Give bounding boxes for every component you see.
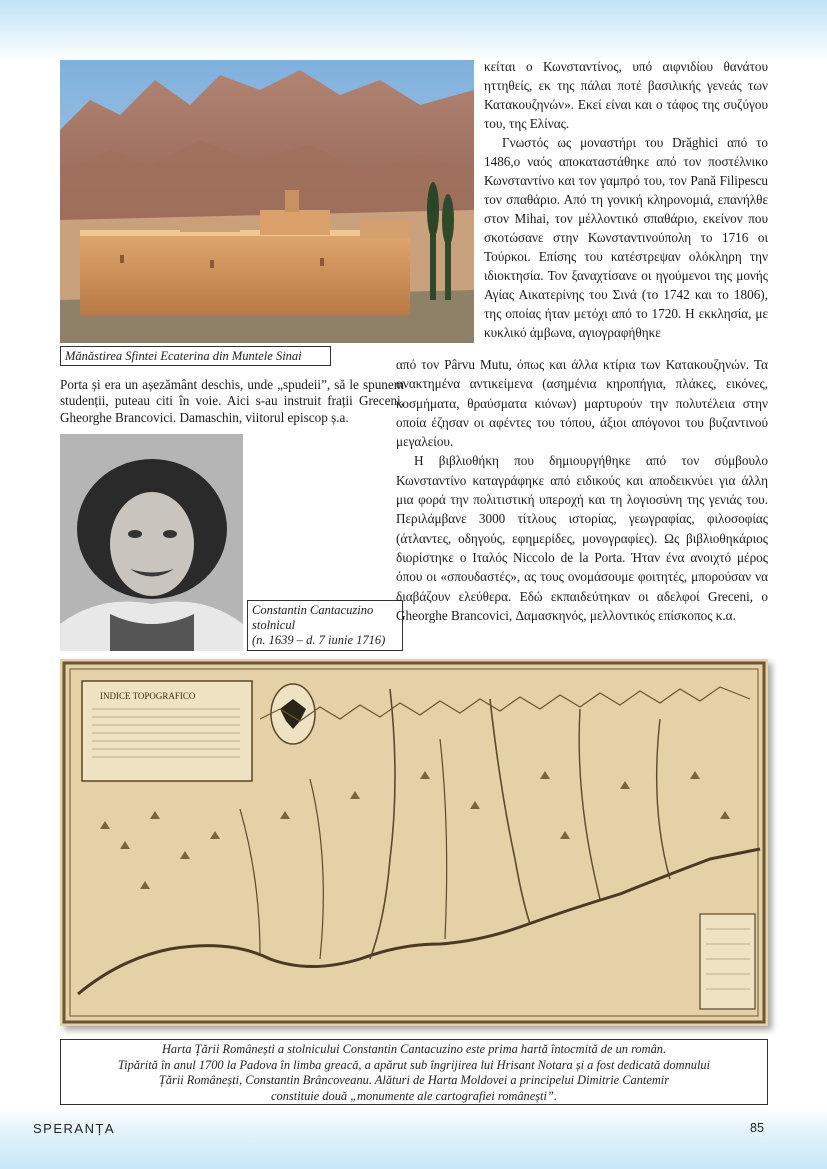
portrait-illustration: [60, 434, 243, 651]
page-number: 85: [750, 1121, 764, 1135]
map-caption-line: Tipărită în anul 1700 la Padova în limba greacă, a apărut sub îngrijirea lui Hrisant Notara și a fost dedicată domnului: [117, 1057, 711, 1072]
portrait-caption: [247, 600, 403, 651]
map-caption-line: Țării Românești, Constantin Brâncoveanu. Alături de Harta Moldovei a principelui Dimitrie Cantemir: [158, 1073, 670, 1088]
right-column-continued: [396, 355, 768, 625]
monastery-photo: [60, 60, 474, 343]
monastery-caption: Mănăstirea Sfintei Ecaterina din Muntele Sinai: [60, 346, 331, 366]
historic-map: [60, 659, 768, 1026]
portrait-caption-line: (n. 1639 – d. 7 iunie 1716): [252, 633, 386, 648]
map-caption-line: Harta Țării Românești a stolnicului Constantin Cantacuzino este prima hartă întocmită de un român.: [161, 1042, 667, 1056]
portrait-caption-line: Constantin Cantacuzino: [252, 603, 374, 617]
right-column: [484, 57, 768, 342]
map-cartouche-title: INDICE TOPOGRAFICO: [100, 691, 196, 701]
portrait-photo: [60, 434, 243, 651]
greek-paragraph-2: Γνωστός ως μοναστήρι του Drăghici από το 1486,ο ναός αποκαταστάθηκε από τον ποστέλνικο Κωνσταντίνο και τον γαμπρό του, τον Pană Filipescu τον σπαθάριο. Από τη γονική κληρονομιά, επανήλθε στον Mihai, τον μέλλοντικό σπαθάριο, εκείνον που σκοτώσανε στην Κωνσταντινούπολη το 1716 οι Τούρκοι. Επίσης του κατέστρεψαν ολόκληρη την ιδιοκτησία. Τον ξαναχτίσανε οι ηγούμενοι της μονής Αγίας Αικατερίνης του Σινά (το 1742 και το 1806), της οποίας ήταν μετόχι από το 1720. Η εκκλησία, με κυκλικό άμβωνα, αγιογραφήθηκε: [484, 135, 768, 340]
map-illustration: [60, 659, 768, 1026]
map-caption: [60, 1039, 768, 1105]
monastery-illustration: [60, 60, 474, 343]
left-paragraph: Porta și era un așezământ deschis, unde „spudeii”, să le spunem studenții, puteau citi în voie. Aici s-au instruit frații Greceni, Gheorghe Brancovici. Damaschin, viitorul episcop ș.a.: [60, 377, 404, 425]
map-caption-line: constituie două „monumente ale cartografiei românești”.: [271, 1088, 557, 1103]
greek-paragraph-3: Η βιβλιοθήκη που δημιουργήθηκε από τον σύμβουλο Κωνσταντίνο καταγράφηκε από ειδικούς και αποδεικνύει για άλλη μια φορά την πολιτιστική υπεροχή και τη λογιοσύνη της γενιάς του. Περιλάμβανε 3000 τίτλους ιστορίας, γεωγραφίας, φιλοσοφίας (άτλαντες, οδηγούς, εφημερίδες, μονογραφίες). Ως βιβλιοθηκάριος διορίστηκε ο Ιταλός Niccolo de la Porta. Ήταν ένα ανοιχτό μέρος όπου οι «σπουδαστές», ας τους ονομάσουμε φοιτητές, μπορούσαν να διαβάζουν ελεύθερα. Εδώ εκπαιδεύτηκαν οι αδελφοί Greceni, ο Gheorghe Brancovici, Δαμασκηνός, μελλοντικός επίσκοπος κ.α.: [396, 453, 768, 623]
greek-paragraph-2-continued: από τον Pârvu Mutu, όπως και άλλα κτίρια των Κατακουζηνών. Τα ανακτημένα αντικείμενα (ασημένια κηροπήγια, πλάκες, εικόνες, κοσμήματα, θραύσματα κιόνων) μαρτυρούν την πολυτέλεια στην οποία έζησαν οι αφέντες του τόπου, άξιοι απόγονοι του βυζαντινού μεγαλείου.: [396, 357, 768, 450]
footer-brand: SPERANȚA: [33, 1121, 116, 1136]
greek-paragraph-1: κείται ο Κωνσταντίνος, υπό αιφνιδίου θανάτου ηττηθείς, εκ της πάλαι ποτέ βασιλικής γενεάς των Κατακουζηνών». Εκεί είναι και ο τάφος της συζύγου του, της Ελίνας.: [484, 59, 768, 131]
portrait-caption-line: stolnicul: [252, 618, 296, 633]
